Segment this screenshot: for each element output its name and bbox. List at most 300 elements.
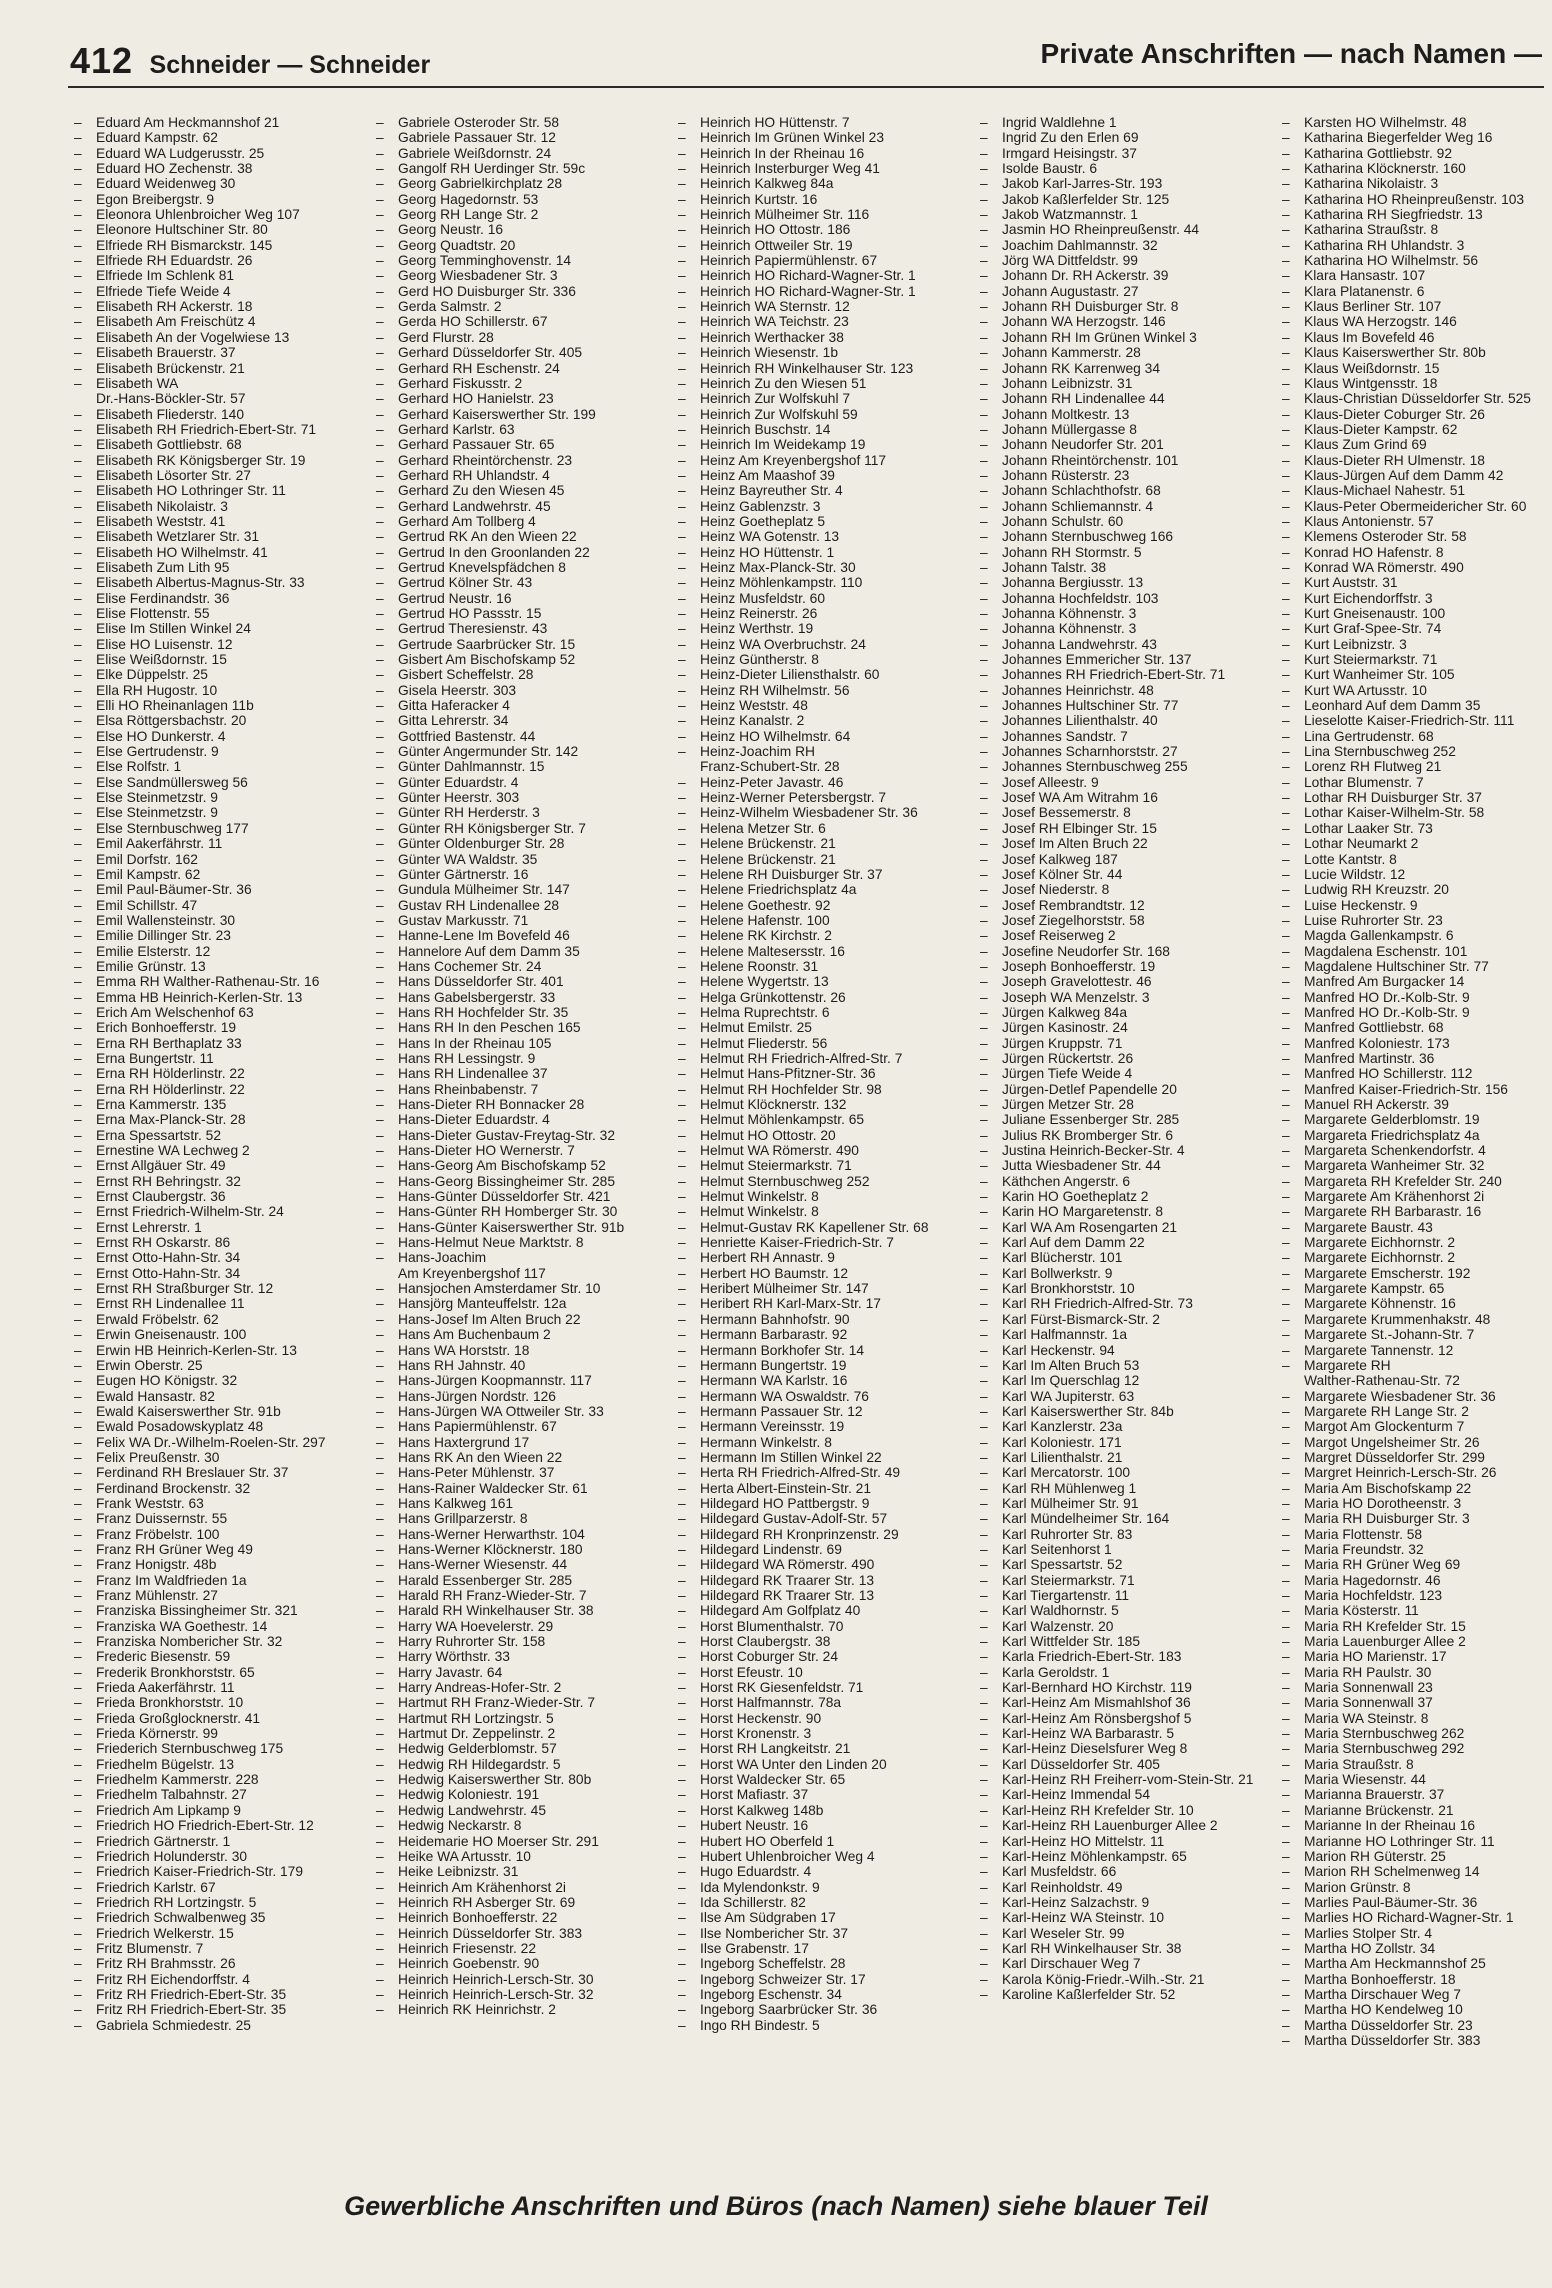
listing-entry: – Heinz Bayreuther Str. 4 [678, 483, 968, 498]
listing-entry: – Kurt WA Artusstr. 10 [1282, 683, 1547, 698]
listing-entry: – Helena Metzer Str. 6 [678, 821, 968, 836]
listing-entry: – Horst Waldecker Str. 65 [678, 1772, 968, 1787]
listing-column-3 [678, 115, 968, 2033]
listing-entry: – Johann WA Herzogstr. 146 [980, 314, 1270, 329]
listing-entry: – Helmut Hans-Pfitzner-Str. 36 [678, 1066, 968, 1081]
listing-entry: – Heinrich WA Teichstr. 23 [678, 314, 968, 329]
listing-entry: – Klemens Osteroder Str. 58 [1282, 529, 1547, 544]
listing-entry: – Johann RH Stormstr. 5 [980, 545, 1270, 560]
listing-entry: – Elisabeth Gottliebstr. 68 [74, 437, 364, 452]
page-number: 412 [70, 40, 134, 81]
listing-entry: – Karl-Heinz RH Krefelder Str. 10 [980, 1803, 1270, 1818]
listing-entry: – Kurt Auststr. 31 [1282, 575, 1547, 590]
listing-entry: – Margarete Emscherstr. 192 [1282, 1266, 1547, 1281]
listing-entry: – Katharina Nikolaistr. 3 [1282, 176, 1547, 191]
listing-entry: – Heinrich Heinrich-Lersch-Str. 30 [376, 1972, 666, 1987]
listing-entry: – Ingo RH Bindestr. 5 [678, 2018, 968, 2033]
listing-entry: – Maria Kösterstr. 11 [1282, 1603, 1547, 1618]
listing-entry: – Harry Javastr. 64 [376, 1665, 666, 1680]
listing-entry: – Heinrich Heinrich-Lersch-Str. 32 [376, 1987, 666, 2002]
listing-entry: – Helene RH Duisburger Str. 37 [678, 867, 968, 882]
listing-entry: – Margarete Eichhornstr. 2 [1282, 1235, 1547, 1250]
listing-entry: – Heinz Musfeldstr. 60 [678, 591, 968, 606]
listing-entry: – Manfred Am Burgacker 14 [1282, 974, 1547, 989]
listing-entry: – Günter Heerstr. 303 [376, 790, 666, 805]
name-range: Schneider — Schneider [149, 51, 431, 79]
listing-entry: – Hans-Dieter HO Wernerstr. 7 [376, 1143, 666, 1158]
listing-entry: – Horst RK Giesenfeldstr. 71 [678, 1680, 968, 1695]
listing-entry: – Martha Bonhoefferstr. 18 [1282, 1972, 1547, 1987]
listing-entry: – Heribert RH Karl-Marx-Str. 17 [678, 1296, 968, 1311]
listing-entry: – Ilse Grabenstr. 17 [678, 1941, 968, 1956]
listing-entry: – Elisabeth WA [74, 376, 364, 391]
listing-entry: – Horst Halfmannstr. 78a [678, 1695, 968, 1710]
listing-entry: – Josef Im Alten Bruch 22 [980, 836, 1270, 851]
listing-entry: – Johanna Bergiusstr. 13 [980, 575, 1270, 590]
listing-entry: – Helene Maltesersstr. 16 [678, 944, 968, 959]
listing-entry: – Gerhard Karlstr. 63 [376, 422, 666, 437]
section-title: Private Anschriften — nach Namen — [1040, 38, 1542, 69]
listing-entry: – Jürgen-Detlef Papendelle 20 [980, 1082, 1270, 1097]
listing-entry: – Maria Wiesenstr. 44 [1282, 1772, 1547, 1787]
listing-entry: – Margarete RH Barbarastr. 16 [1282, 1204, 1547, 1219]
listing-entry: – Karl Mülheimer Str. 91 [980, 1496, 1270, 1511]
listing-entry: – Helmut Fliederstr. 56 [678, 1036, 968, 1051]
listing-entry: – Elisabeth Brückenstr. 21 [74, 361, 364, 376]
listing-entry: – Ernst Otto-Hahn-Str. 34 [74, 1250, 364, 1265]
listing-entry: – Günter Dahlmannstr. 15 [376, 759, 666, 774]
listing-entry: – Maria HO Marienstr. 17 [1282, 1649, 1547, 1664]
listing-entry: – Lucie Wildstr. 12 [1282, 867, 1547, 882]
listing-entry: – Marianne HO Lothringer Str. 11 [1282, 1834, 1547, 1849]
listing-entry: – Johann Müllergasse 8 [980, 422, 1270, 437]
listing-entry: – Hans-Georg Bissingheimer Str. 285 [376, 1174, 666, 1189]
listing-entry: – Hans-Werner Herwarthstr. 104 [376, 1527, 666, 1542]
listing-entry: – Margarete Kampstr. 65 [1282, 1281, 1547, 1296]
listing-entry: – Klaus Weißdornstr. 15 [1282, 361, 1547, 376]
listing-entry: – Herbert HO Baumstr. 12 [678, 1266, 968, 1281]
listing-entry: – Georg Quadtstr. 20 [376, 238, 666, 253]
listing-entry: – Lothar Laaker Str. 73 [1282, 821, 1547, 836]
listing-entry: – Marianna Brauerstr. 37 [1282, 1787, 1547, 1802]
listing-entry: – Jürgen Tiefe Weide 4 [980, 1066, 1270, 1081]
listing-entry: – Eleonore Hultschiner Str. 80 [74, 222, 364, 237]
listing-entry: – Klaus-Michael Nahestr. 51 [1282, 483, 1547, 498]
listing-entry: – Magdalene Hultschiner Str. 77 [1282, 959, 1547, 974]
listing-entry: – Maria RH Krefelder Str. 15 [1282, 1619, 1547, 1634]
listing-entry: – Katharina Klöcknerstr. 160 [1282, 161, 1547, 176]
listing-entry: – Helene Hafenstr. 100 [678, 913, 968, 928]
listing-entry: – Eduard Weidenweg 30 [74, 176, 364, 191]
listing-entry: – Friederich Sternbuschweg 175 [74, 1741, 364, 1756]
listing-entry: – Erwald Fröbelstr. 62 [74, 1312, 364, 1327]
listing-entry: – Else Steinmetzstr. 9 [74, 805, 364, 820]
listing-entry: – Jürgen Kasinostr. 24 [980, 1020, 1270, 1035]
listing-entry: – Harald RH Winkelhauser Str. 38 [376, 1603, 666, 1618]
listing-entry: – Elfriede RH Bismarckstr. 145 [74, 238, 364, 253]
listing-entry: – Hildegard RK Traarer Str. 13 [678, 1588, 968, 1603]
listing-entry: – Heinrich Wiesenstr. 1b [678, 345, 968, 360]
listing-entry: – Ernst RH Lindenallee 11 [74, 1296, 364, 1311]
listing-entry: – Maria Straußstr. 8 [1282, 1757, 1547, 1772]
listing-entry: – Kurt Graf-Spee-Str. 74 [1282, 621, 1547, 636]
listing-entry: – Margareta Wanheimer Str. 32 [1282, 1158, 1547, 1173]
listing-entry: – Margot Am Glockenturm 7 [1282, 1419, 1547, 1434]
listing-entry: – Ewald Posadowskyplatz 48 [74, 1419, 364, 1434]
listing-entry: – Karl Bollwerkstr. 9 [980, 1266, 1270, 1281]
listing-entry: – Elfriede RH Eduardstr. 26 [74, 253, 364, 268]
listing-entry: – Marianne Brückenstr. 21 [1282, 1803, 1547, 1818]
listing-entry: – Elsa Röttgersbachstr. 20 [74, 713, 364, 728]
listing-entry: – Heinrich Düsseldorfer Str. 383 [376, 1926, 666, 1941]
listing-entry: – Emil Paul-Bäumer-Str. 36 [74, 882, 364, 897]
listing-entry: – Karl Ruhrorter Str. 83 [980, 1527, 1270, 1542]
listing-entry: – Hans-Jürgen Koopmannstr. 117 [376, 1373, 666, 1388]
listing-entry: – Johann Kammerstr. 28 [980, 345, 1270, 360]
listing-entry: – Manfred Martinstr. 36 [1282, 1051, 1547, 1066]
listing-entry: – Gisbert Scheffelstr. 28 [376, 667, 666, 682]
listing-entry: – Martha Düsseldorfer Str. 23 [1282, 2018, 1547, 2033]
listing-column-2 [376, 115, 666, 2018]
listing-entry: – Günter WA Waldstr. 35 [376, 852, 666, 867]
listing-entry: – Hermann WA Karlstr. 16 [678, 1373, 968, 1388]
listing-entry: – Herbert RH Annastr. 9 [678, 1250, 968, 1265]
listing-entry: – Gerhard Landwehrstr. 45 [376, 499, 666, 514]
listing-entry: – Jürgen Kalkweg 84a [980, 1005, 1270, 1020]
listing-entry: – Hugo Eduardstr. 4 [678, 1864, 968, 1879]
listing-entry: – Margareta RH Krefelder Str. 240 [1282, 1174, 1547, 1189]
listing-entry: – Eleonora Uhlenbroicher Weg 107 [74, 207, 364, 222]
listing-entry: – Eduard WA Ludgerusstr. 25 [74, 146, 364, 161]
listing-entry: – Karl-Heinz WA Barbarastr. 5 [980, 1726, 1270, 1741]
listing-entry: – Georg Gabrielkirchplatz 28 [376, 176, 666, 191]
listing-entry: – Emma RH Walther-Rathenau-Str. 16 [74, 974, 364, 989]
listing-entry: – Johann Schlachthofstr. 68 [980, 483, 1270, 498]
header-rule [68, 86, 1544, 88]
listing-entry: – Katharina RH Uhlandstr. 3 [1282, 238, 1547, 253]
listing-entry: – Margarete RH [1282, 1358, 1547, 1373]
listing-entry: – Heidemarie HO Moerser Str. 291 [376, 1834, 666, 1849]
listing-entry: – Hans RH Lindenallee 37 [376, 1066, 666, 1081]
listing-entry: – Margareta Schenkendorfstr. 4 [1282, 1143, 1547, 1158]
listing-entry: – Maria Am Bischofskamp 22 [1282, 1481, 1547, 1496]
listing-entry: – Gertrude Saarbrücker Str. 15 [376, 637, 666, 652]
listing-entry: – Johanna Hochfeldstr. 103 [980, 591, 1270, 606]
listing-entry: – Maria WA Steinstr. 8 [1282, 1711, 1547, 1726]
listing-entry: – Klaus-Dieter Coburger Str. 26 [1282, 407, 1547, 422]
listing-entry: – Johann RK Karrenweg 34 [980, 361, 1270, 376]
listing-entry: – Maria Sternbuschweg 262 [1282, 1726, 1547, 1741]
listing-entry: – Friedrich Karlstr. 67 [74, 1880, 364, 1895]
listing-entry: – Josef Kölner Str. 44 [980, 867, 1270, 882]
listing-entry: – Hartmut RH Lortzingstr. 5 [376, 1711, 666, 1726]
listing-entry: Walther-Rathenau-Str. 72 [1304, 1373, 1460, 1389]
listing-entry: – Johannes Hultschiner Str. 77 [980, 698, 1270, 713]
listing-entry: – Helene RK Kirchstr. 2 [678, 928, 968, 943]
listing-entry: – Karl-Heinz WA Steinstr. 10 [980, 1910, 1270, 1925]
listing-entry: – Frieda Großglocknerstr. 41 [74, 1711, 364, 1726]
listing-entry: – Elfriede Im Schlenk 81 [74, 268, 364, 283]
listing-entry: – Martha HO Kendelweg 10 [1282, 2002, 1547, 2017]
listing-entry: – Gertrud Neustr. 16 [376, 591, 666, 606]
listing-entry: – Eduard Am Heckmannshof 21 [74, 115, 364, 130]
listing-entry: – Hans-Helmut Neue Marktstr. 8 [376, 1235, 666, 1250]
listing-entry: – Fritz RH Brahmsstr. 26 [74, 1956, 364, 1971]
listing-entry: – Hartmut RH Franz-Wieder-Str. 7 [376, 1695, 666, 1710]
listing-entry: – Georg Wiesbadener Str. 3 [376, 268, 666, 283]
listing-entry: – Helene Friedrichsplatz 4a [678, 882, 968, 897]
listing-entry: – Hansjörg Manteuffelstr. 12a [376, 1296, 666, 1311]
listing-entry: – Helmut RH Friedrich-Alfred-Str. 7 [678, 1051, 968, 1066]
listing-entry: – Georg Temminghovenstr. 14 [376, 253, 666, 268]
listing-column-5 [1282, 115, 1547, 2048]
listing-entry: – Hans RH In den Peschen 165 [376, 1020, 666, 1035]
listing-entry: – Frieda Bronkhorststr. 10 [74, 1695, 364, 1710]
listing-entry: – Frederik Bronkhorststr. 65 [74, 1665, 364, 1680]
listing-entry: – Karl Blücherstr. 101 [980, 1250, 1270, 1265]
listing-entry: – Hans Papiermühlenstr. 67 [376, 1419, 666, 1434]
listing-entry: – Friedrich Am Lipkamp 9 [74, 1803, 364, 1818]
listing-entry: – Hedwig Koloniestr. 191 [376, 1787, 666, 1802]
listing-entry: – Maria Flottenstr. 58 [1282, 1527, 1547, 1542]
listing-entry: – Heinrich Zur Wolfskuhl 7 [678, 391, 968, 406]
listing-entry: – Magdalena Eschenstr. 101 [1282, 944, 1547, 959]
listing-entry: – Marlies HO Richard-Wagner-Str. 1 [1282, 1910, 1547, 1925]
listing-entry: – Margret Düsseldorfer Str. 299 [1282, 1450, 1547, 1465]
listing-entry: – Ernst RH Behringstr. 32 [74, 1174, 364, 1189]
listing-entry: – Helene Wygertstr. 13 [678, 974, 968, 989]
listing-entry: – Hermann Bungertstr. 19 [678, 1358, 968, 1373]
listing-entry: – Harald RH Franz-Wieder-Str. 7 [376, 1588, 666, 1603]
listing-entry: – Manfred Gottliebstr. 68 [1282, 1020, 1547, 1035]
listing-entry: – Maria RH Duisburger Str. 3 [1282, 1511, 1547, 1526]
listing-entry: – Martha Düsseldorfer Str. 383 [1282, 2033, 1547, 2048]
listing-entry: – Helmut Winkelstr. 8 [678, 1189, 968, 1204]
listing-entry: – Klara Platanenstr. 6 [1282, 284, 1547, 299]
listing-entry: – Karl Steiermarkstr. 71 [980, 1573, 1270, 1588]
listing-entry: – Hans-Joachim [376, 1250, 666, 1265]
listing-entry: – Erich Am Welschenhof 63 [74, 1005, 364, 1020]
listing-entry: – Elisabeth RH Ackerstr. 18 [74, 299, 364, 314]
listing-entry: – Martha Am Heckmannshof 25 [1282, 1956, 1547, 1971]
listing-entry: – Josef Reiserweg 2 [980, 928, 1270, 943]
listing-entry: – Karola König-Friedr.-Wilh.-Str. 21 [980, 1972, 1270, 1987]
listing-entry: – Gertrud Kölner Str. 43 [376, 575, 666, 590]
listing-entry: – Hedwig Kaiserswerther Str. 80b [376, 1772, 666, 1787]
listing-entry: – Ingrid Waldlehne 1 [980, 115, 1270, 130]
listing-entry: – Karl-Heinz Dieselsfurer Weg 8 [980, 1741, 1270, 1756]
listing-entry: – Horst Blumenthalstr. 70 [678, 1619, 968, 1634]
listing-entry: – Gerd HO Duisburger Str. 336 [376, 284, 666, 299]
listing-entry: – Manfred HO Dr.-Kolb-Str. 9 [1282, 1005, 1547, 1020]
listing-entry: – Helene Goethestr. 92 [678, 898, 968, 913]
listing-entry: – Karl-Heinz Immendal 54 [980, 1787, 1270, 1802]
listing-entry: – Gangolf RH Uerdinger Str. 59c [376, 161, 666, 176]
listing-entry: – Elise HO Luisenstr. 12 [74, 637, 364, 652]
listing-entry: – Emil Aakerfährstr. 11 [74, 836, 364, 851]
listing-entry: – Manfred Kaiser-Friedrich-Str. 156 [1282, 1082, 1547, 1097]
listing-entry: – Klaus-Jürgen Auf dem Damm 42 [1282, 468, 1547, 483]
listing-entry: – Elisabeth HO Lothringer Str. 11 [74, 483, 364, 498]
listing-entry: – Else Gertrudenstr. 9 [74, 744, 364, 759]
listing-entry: – Else HO Dunkerstr. 4 [74, 729, 364, 744]
listing-entry: – Hans-Peter Mühlenstr. 37 [376, 1465, 666, 1480]
listing-entry: – Hans RH Lessingstr. 9 [376, 1051, 666, 1066]
listing-entry: – Helmut Emilstr. 25 [678, 1020, 968, 1035]
listing-entry: – Ingrid Zu den Erlen 69 [980, 130, 1270, 145]
listing-entry: – Joseph Gravelottestr. 46 [980, 974, 1270, 989]
listing-entry: – Horst RH Langkeitstr. 21 [678, 1741, 968, 1756]
listing-entry: – Karla Geroldstr. 1 [980, 1665, 1270, 1680]
listing-entry: – Johannes Lilienthalstr. 40 [980, 713, 1270, 728]
listing-entry: – Horst Kalkweg 148b [678, 1803, 968, 1818]
listing-entry: – Johanna Landwehrstr. 43 [980, 637, 1270, 652]
listing-entry: – Gabriela Schmiedestr. 25 [74, 2018, 364, 2033]
listing-entry: – Harry Ruhrorter Str. 158 [376, 1634, 666, 1649]
listing-entry: – Maria Hochfeldstr. 123 [1282, 1588, 1547, 1603]
listing-entry: – Helene Brückenstr. 21 [678, 852, 968, 867]
listing-entry: – Hans-Georg Am Bischofskamp 52 [376, 1158, 666, 1173]
listing-entry: Franz-Schubert-Str. 28 [700, 759, 840, 775]
listing-entry: – Georg RH Lange Str. 2 [376, 207, 666, 222]
listing-entry: – Erna Bungertstr. 11 [74, 1051, 364, 1066]
listing-entry: – Margareta Friedrichsplatz 4a [1282, 1128, 1547, 1143]
listing-entry: – Gisbert Am Bischofskamp 52 [376, 652, 666, 667]
listing-entry: – Lotte Kantstr. 8 [1282, 852, 1547, 867]
listing-entry: – Karin HO Goetheplatz 2 [980, 1189, 1270, 1204]
listing-entry: – Maria RH Paulstr. 30 [1282, 1665, 1547, 1680]
listing-entry: – Hans RH Jahnstr. 40 [376, 1358, 666, 1373]
listing-entry: – Josef Rembrandtstr. 12 [980, 898, 1270, 913]
listing-entry: – Ernst RH Oskarstr. 86 [74, 1235, 364, 1250]
listing-entry: – Klaus Wintgensstr. 18 [1282, 376, 1547, 391]
listing-entry: – Karl Koloniestr. 171 [980, 1435, 1270, 1450]
listing-entry: – Heinrich Buschstr. 14 [678, 422, 968, 437]
listing-entry: – Heinz-Peter Javastr. 46 [678, 775, 968, 790]
listing-entry: – Klara Hansastr. 107 [1282, 268, 1547, 283]
listing-entry: – Luise Heckenstr. 9 [1282, 898, 1547, 913]
listing-entry: – Johannes Sandstr. 7 [980, 729, 1270, 744]
listing-entry: – Karl Dirschauer Weg 7 [980, 1956, 1270, 1971]
listing-entry: – Julius RK Bromberger Str. 6 [980, 1128, 1270, 1143]
listing-entry: – Frieda Körnerstr. 99 [74, 1726, 364, 1741]
listing-entry: – Fritz Blumenstr. 7 [74, 1941, 364, 1956]
listing-entry: – Jürgen Rückertstr. 26 [980, 1051, 1270, 1066]
listing-entry: – Emil Dorfstr. 162 [74, 852, 364, 867]
listing-entry: – Elisabeth HO Wilhelmstr. 41 [74, 545, 364, 560]
listing-entry: – Katharina Straußstr. 8 [1282, 222, 1547, 237]
listing-entry: – Gerda Salmstr. 2 [376, 299, 666, 314]
listing-entry: – Ferdinand Brockenstr. 32 [74, 1481, 364, 1496]
listing-column-1 [74, 115, 364, 2033]
listing-entry: – Marlies Paul-Bäumer-Str. 36 [1282, 1895, 1547, 1910]
listing-entry: – Kurt Gneisenaustr. 100 [1282, 606, 1547, 621]
listing-entry: – Manfred HO Schillerstr. 112 [1282, 1066, 1547, 1081]
listing-entry: – Heinrich Insterburger Weg 41 [678, 161, 968, 176]
listing-entry: – Fritz RH Eichendorffstr. 4 [74, 1972, 364, 1987]
listing-entry: – Erna RH Berthaplatz 33 [74, 1036, 364, 1051]
listing-entry: – Karl Tiergartenstr. 11 [980, 1588, 1270, 1603]
listing-entry: – Manuel RH Ackerstr. 39 [1282, 1097, 1547, 1112]
listing-entry: – Maria Sternbuschweg 292 [1282, 1741, 1547, 1756]
listing-entry: – Karl RH Mühlenweg 1 [980, 1481, 1270, 1496]
listing-entry: – Katharina HO Rheinpreußenstr. 103 [1282, 192, 1547, 207]
listing-entry: – Else Sandmüllersweg 56 [74, 775, 364, 790]
listing-entry: – Gerhard RH Eschenstr. 24 [376, 361, 666, 376]
listing-entry: – Heike Leibnizstr. 31 [376, 1864, 666, 1879]
listing-entry: – Heinrich Zu den Wiesen 51 [678, 376, 968, 391]
listing-entry: – Helmut Winkelstr. 8 [678, 1204, 968, 1219]
listing-entry: – Hermann Vereinsstr. 19 [678, 1419, 968, 1434]
listing-entry: – Karl Spessartstr. 52 [980, 1557, 1270, 1572]
listing-entry: – Hildegard RK Traarer Str. 13 [678, 1573, 968, 1588]
listing-entry: – Friedrich RH Lortzingstr. 5 [74, 1895, 364, 1910]
listing-entry: – Heinz Am Maashof 39 [678, 468, 968, 483]
listing-entry: – Gerhard HO Hanielstr. 23 [376, 391, 666, 406]
listing-entry: – Eduard Kampstr. 62 [74, 130, 364, 145]
listing-entry: – Karl WA Jupiterstr. 63 [980, 1389, 1270, 1404]
listing-entry: – Katharina Gottliebstr. 92 [1282, 146, 1547, 161]
listing-entry: – Juliane Essenberger Str. 285 [980, 1112, 1270, 1127]
listing-entry: – Friedrich HO Friedrich-Ebert-Str. 12 [74, 1818, 364, 1833]
listing-entry: – Johann Rüsterstr. 23 [980, 468, 1270, 483]
listing-entry: – Josef Alleestr. 9 [980, 775, 1270, 790]
listing-entry: – Elisabeth Nikolaistr. 3 [74, 499, 364, 514]
listing-entry: – Gabriele Osteroder Str. 58 [376, 115, 666, 130]
listing-entry: – Johann Leibnizstr. 31 [980, 376, 1270, 391]
listing-entry: – Emil Kampstr. 62 [74, 867, 364, 882]
listing-entry: – Hubert Uhlenbroicher Weg 4 [678, 1849, 968, 1864]
listing-entry: – Hermann Winkelstr. 8 [678, 1435, 968, 1450]
listing-entry: – Jürgen Kruppstr. 71 [980, 1036, 1270, 1051]
listing-entry: – Helmut HO Ottostr. 20 [678, 1128, 968, 1143]
listing-entry: – Margarete Eichhornstr. 2 [1282, 1250, 1547, 1265]
listing-entry: – Hanne-Lene Im Bovefeld 46 [376, 928, 666, 943]
listing-entry: – Heinz HO Wilhelmstr. 64 [678, 729, 968, 744]
listing-entry: Am Kreyenbergshof 117 [398, 1265, 546, 1281]
listing-entry: – Hans Cochemer Str. 24 [376, 959, 666, 974]
listing-entry: – Friedrich Schwalbenweg 35 [74, 1910, 364, 1925]
listing-entry: – Egon Breibergstr. 9 [74, 192, 364, 207]
listing-entry: – Karl-Heinz Möhlenkampstr. 65 [980, 1849, 1270, 1864]
listing-entry: – Klaus-Dieter RH Ulmenstr. 18 [1282, 453, 1547, 468]
listing-entry: – Klaus Berliner Str. 107 [1282, 299, 1547, 314]
listing-entry: – Johannes Scharnhorststr. 27 [980, 744, 1270, 759]
listing-entry: – Heinrich Kurtstr. 16 [678, 192, 968, 207]
listing-entry: – Karl WA Am Rosengarten 21 [980, 1220, 1270, 1235]
listing-entry: – Karl-Heinz HO Mittelstr. 11 [980, 1834, 1270, 1849]
listing-entry: – Johanna Köhnenstr. 3 [980, 606, 1270, 621]
listing-entry: – Gerda HO Schillerstr. 67 [376, 314, 666, 329]
listing-entry: – Hans-Günter RH Homberger Str. 30 [376, 1204, 666, 1219]
listing-entry: – Ida Schillerstr. 82 [678, 1895, 968, 1910]
listing-entry: – Emil Wallensteinstr. 30 [74, 913, 364, 928]
listing-entry: – Elisabeth Lösorter Str. 27 [74, 468, 364, 483]
listing-entry: – Felix Preußenstr. 30 [74, 1450, 364, 1465]
listing-entry: – Erwin Oberstr. 25 [74, 1358, 364, 1373]
listing-entry: – Ernst RH Straßburger Str. 12 [74, 1281, 364, 1296]
listing-entry: – Gerhard Passauer Str. 65 [376, 437, 666, 452]
listing-entry: – Karl Musfeldstr. 66 [980, 1864, 1270, 1879]
listing-entry: – Joachim Dahlmannstr. 32 [980, 238, 1270, 253]
listing-entry: – Johannes Heinrichstr. 48 [980, 683, 1270, 698]
listing-entry: – Friedrich Holunderstr. 30 [74, 1849, 364, 1864]
listing-entry: – Lothar Blumenstr. 7 [1282, 775, 1547, 790]
listing-entry: – Hans-Jürgen WA Ottweiler Str. 33 [376, 1404, 666, 1419]
listing-entry: – Hermann Barbarastr. 92 [678, 1327, 968, 1342]
listing-entry: – Helmut Möhlenkampstr. 65 [678, 1112, 968, 1127]
listing-entry: – Luise Ruhrorter Str. 23 [1282, 913, 1547, 928]
